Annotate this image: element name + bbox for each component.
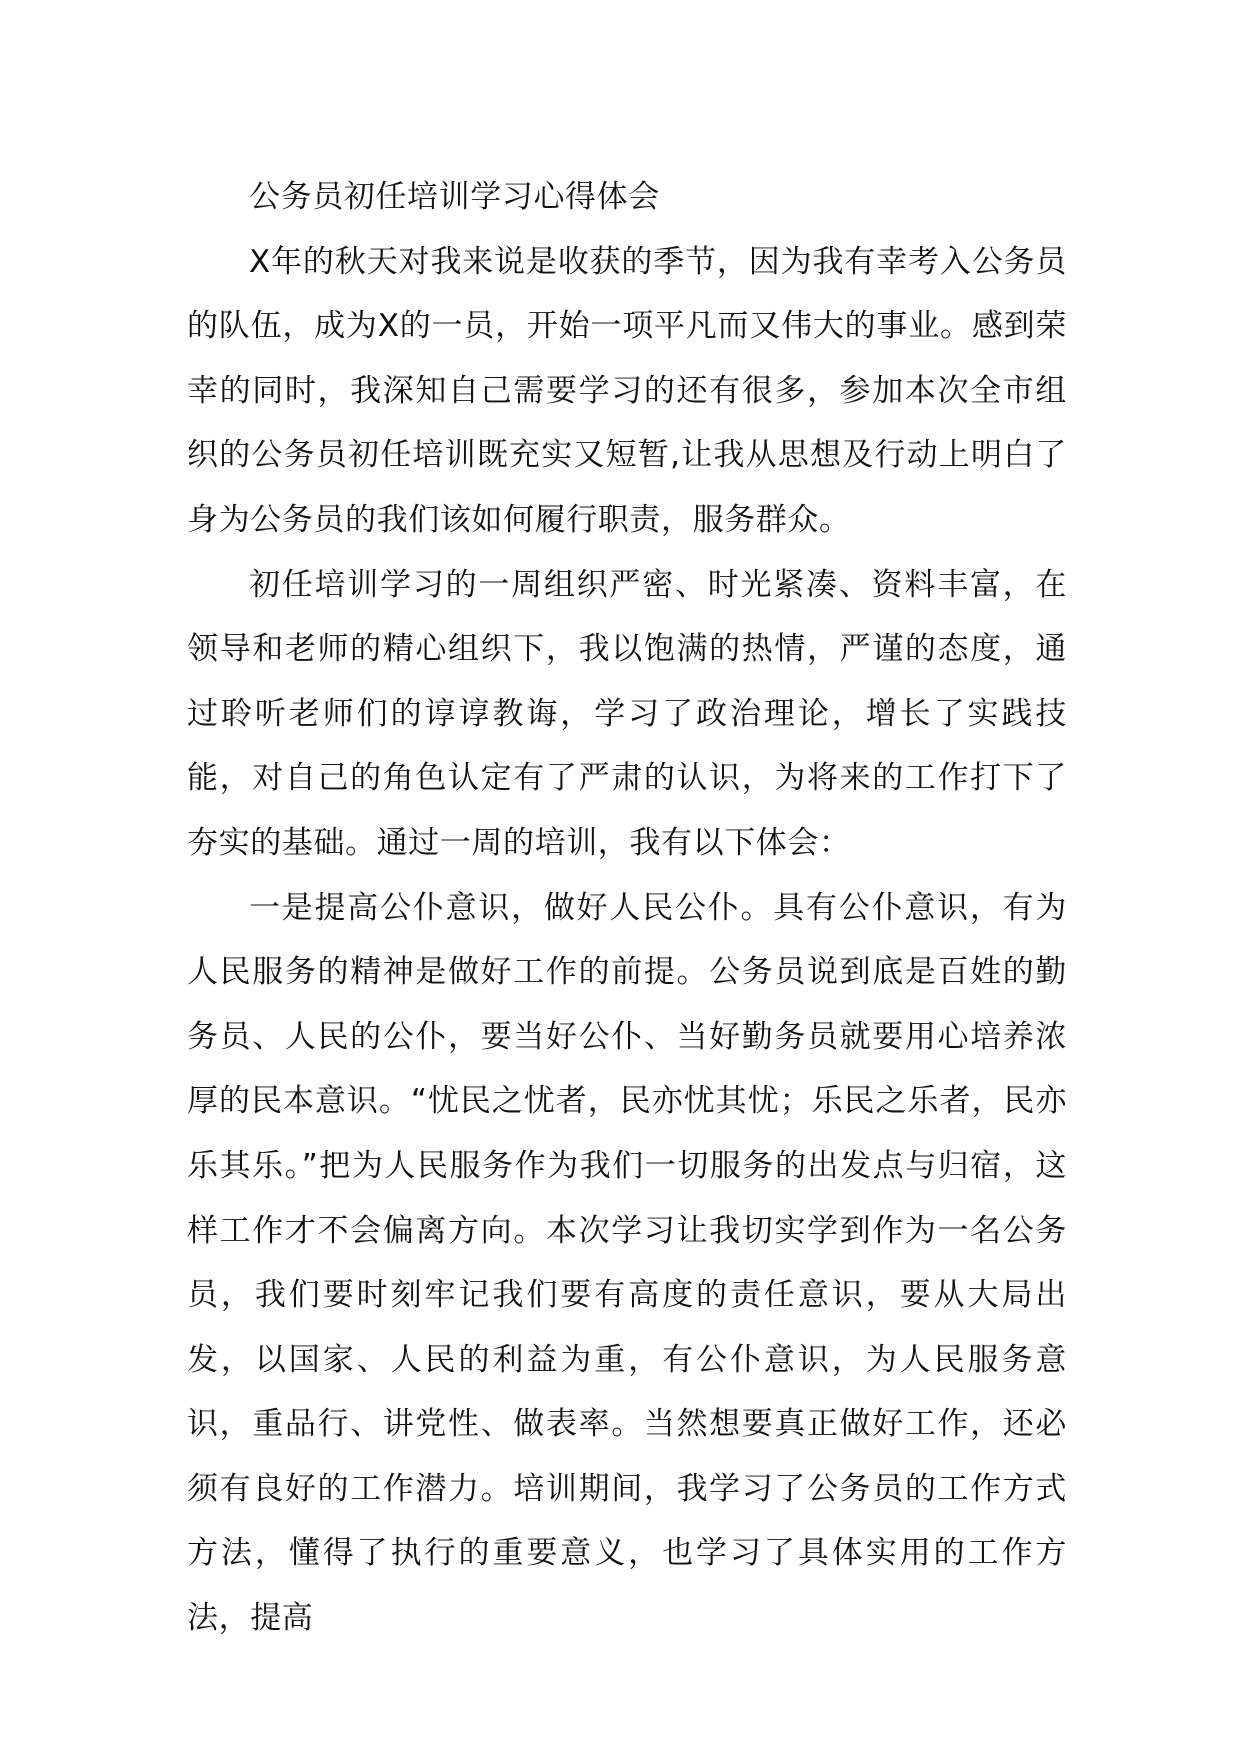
paragraph-harvest-season: X年的秋天对我来说是收获的季节，因为我有幸考入公务员的队伍，成为X的一员，开始一项平凡而又伟大的事业。感到荣幸的同时，我深知自己需要学习的还有很多，参加本次全市组织的公务员初任培训既充实又短暂,让我从思想及行动上明白了身为公务员的我们该如何履行职责，服务群众。 [187, 243, 1067, 538]
paragraph-training-week: 初任培训学习的一周组织严密、时光紧凑、资料丰富，在领导和老师的精心组织下，我以饱满的热情，严谨的态度，通过聆听老师们的谆谆教诲，学习了政治理论，增长了实践技能，对自己的角色认定有了严肃的认识，为将来的工作打下了夯实的基础。通过一周的培训，我有以下体会： [187, 566, 1067, 861]
document-body [187, 165, 1067, 1651]
paragraph-public-servant-awareness: 一是提高公仆意识，做好人民公仆。具有公仆意识，有为人民服务的精神是做好工作的前提。公务员说到底是百姓的勤务员、人民的公仆，要当好公仆、当好勤务员就要用心培养浓厚的民本意识。“忧民之忧者，民亦忧其忧；乐民之乐者，民亦乐其乐。”把为人民服务作为我们一切服务的出发点与归宿，这样工作才不会偏离方向。本次学习让我切实学到作为一名公务员，我们要时刻牢记我们要有高度的责任意识，要从大局出发，以国家、人民的利益为重，有公仆意识，为人民服务意识，重品行、讲党性、做表率。当然想要真正做好工作，还必须有良好的工作潜力。培训期间，我学习了公务员的工作方式方法，懂得了执行的重要意义，也学习了具体实用的工作方法，提高 [187, 889, 1067, 1637]
document-title: 公务员初任培训学习心得体会 [249, 179, 660, 215]
